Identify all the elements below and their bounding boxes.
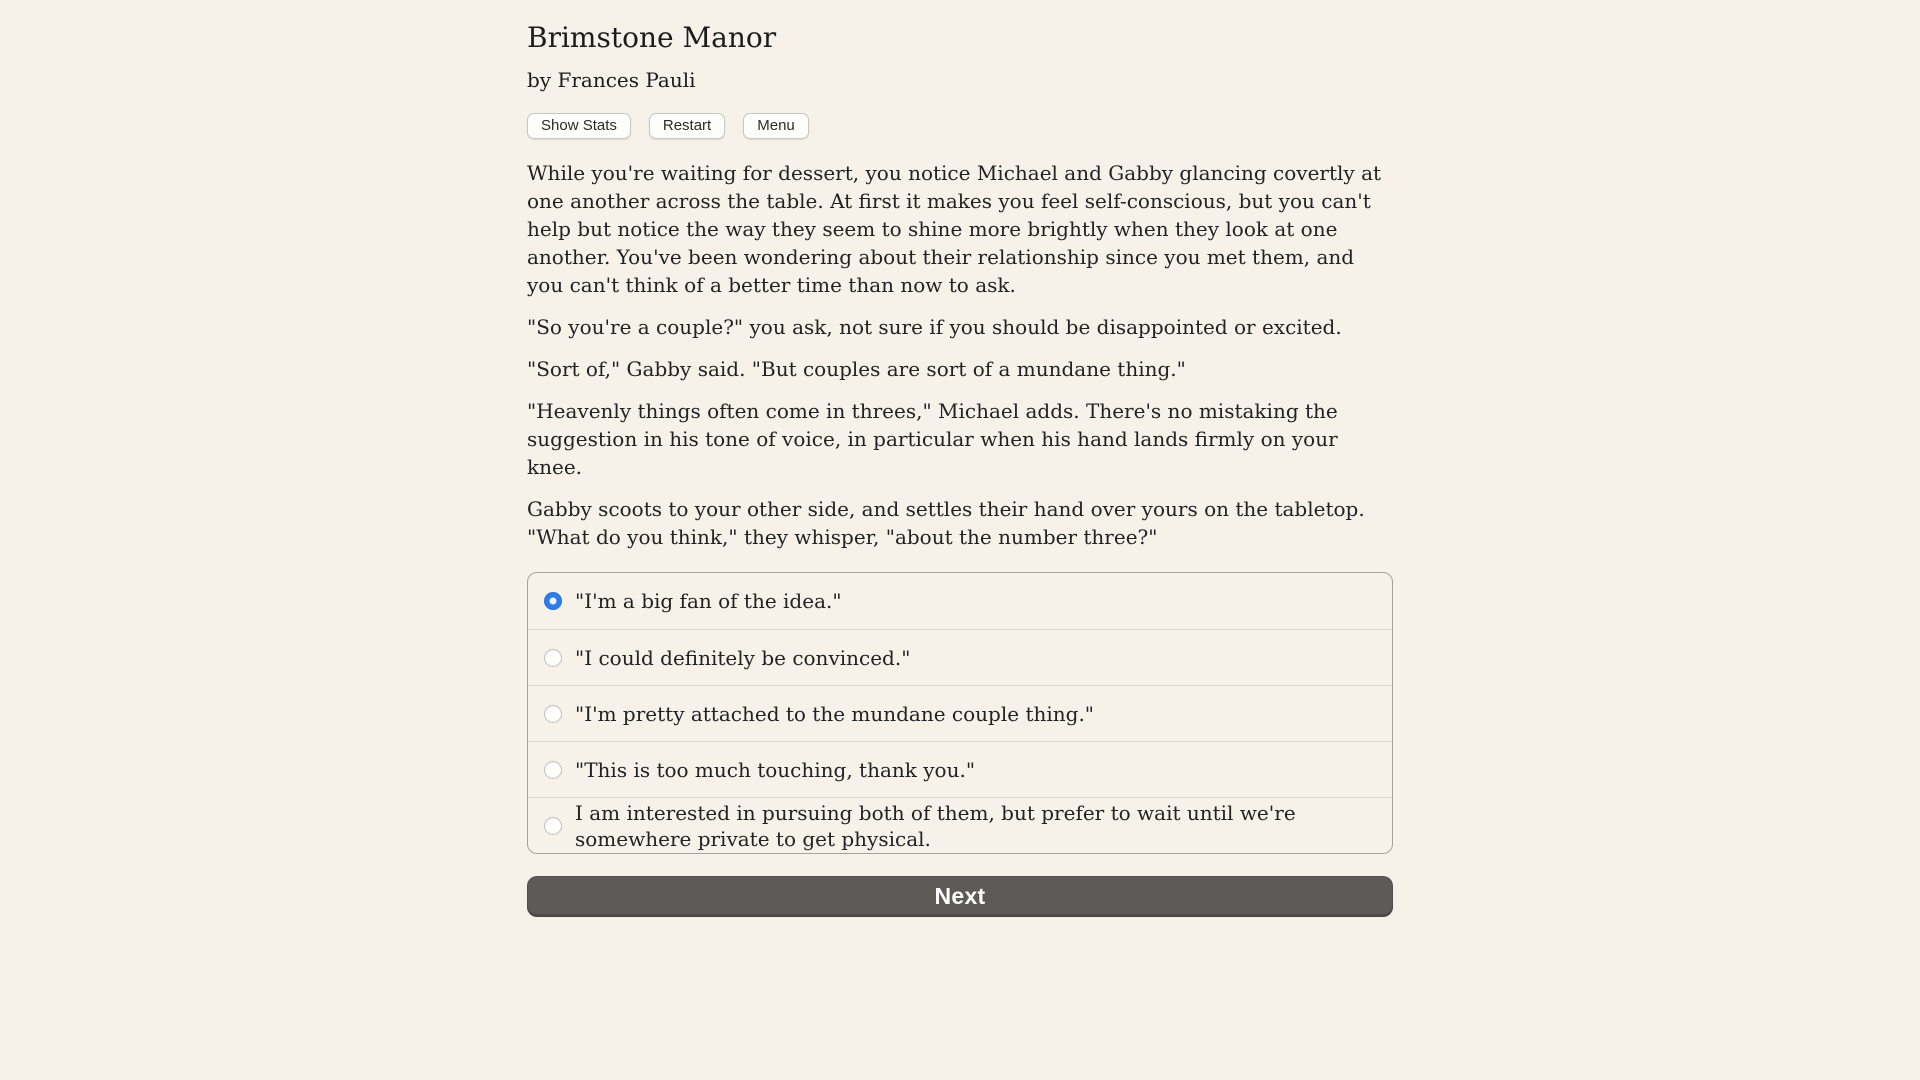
choice-label: "I could definitely be convinced." <box>575 645 911 670</box>
choice-label: "I'm pretty attached to the mundane couple thing." <box>575 701 1094 726</box>
radio-icon[interactable] <box>544 649 562 667</box>
toolbar <box>527 113 1393 139</box>
radio-icon[interactable] <box>544 817 562 835</box>
story-paragraph: "Heavenly things often come in threes," Michael adds. There's no mistaking the suggestion in his tone of voice, in particular when his hand lands firmly on your knee. <box>527 399 1338 479</box>
choice-option[interactable] <box>528 573 1392 629</box>
content-column <box>527 0 1393 917</box>
radio-icon[interactable] <box>544 705 562 723</box>
game-title: Brimstone Manor <box>527 21 777 54</box>
restart-button[interactable]: Restart <box>649 113 725 139</box>
choice-option[interactable] <box>528 797 1392 853</box>
story-paragraph: Gabby scoots to your other side, and settles their hand over yours on the tabletop. "What do you think," they whisper, "about the number three?" <box>527 497 1365 549</box>
story-paragraph: While you're waiting for dessert, you notice Michael and Gabby glancing covertly at one another across the table. At first it makes you feel self-conscious, but you can't help but notice the way they seem to shine more brightly when they look at one another. You've been wondering about their relationship since you met them, and you can't think of a better time than now to ask. <box>527 161 1382 297</box>
story-paragraph: "So you're a couple?" you ask, not sure if you should be disappointed or excited. <box>527 315 1342 339</box>
story-text <box>527 159 1393 551</box>
choice-option[interactable] <box>528 685 1392 741</box>
next-button[interactable]: Next <box>527 876 1393 917</box>
choice-option[interactable] <box>528 741 1392 797</box>
radio-icon[interactable] <box>544 592 562 610</box>
choice-list <box>527 572 1393 854</box>
show-stats-button[interactable]: Show Stats <box>527 113 631 139</box>
story-paragraph: "Sort of," Gabby said. "But couples are sort of a mundane thing." <box>527 357 1186 381</box>
choice-option[interactable] <box>528 629 1392 685</box>
choice-label: "This is too much touching, thank you." <box>575 757 976 782</box>
menu-button[interactable]: Menu <box>743 113 809 139</box>
choice-label: "I'm a big fan of the idea." <box>575 589 842 613</box>
radio-icon[interactable] <box>544 761 562 779</box>
game-author: by Frances Pauli <box>527 68 696 92</box>
choice-label: I am interested in pursuing both of them, but prefer to wait until we're somewhere private to get physical. <box>575 800 1296 851</box>
